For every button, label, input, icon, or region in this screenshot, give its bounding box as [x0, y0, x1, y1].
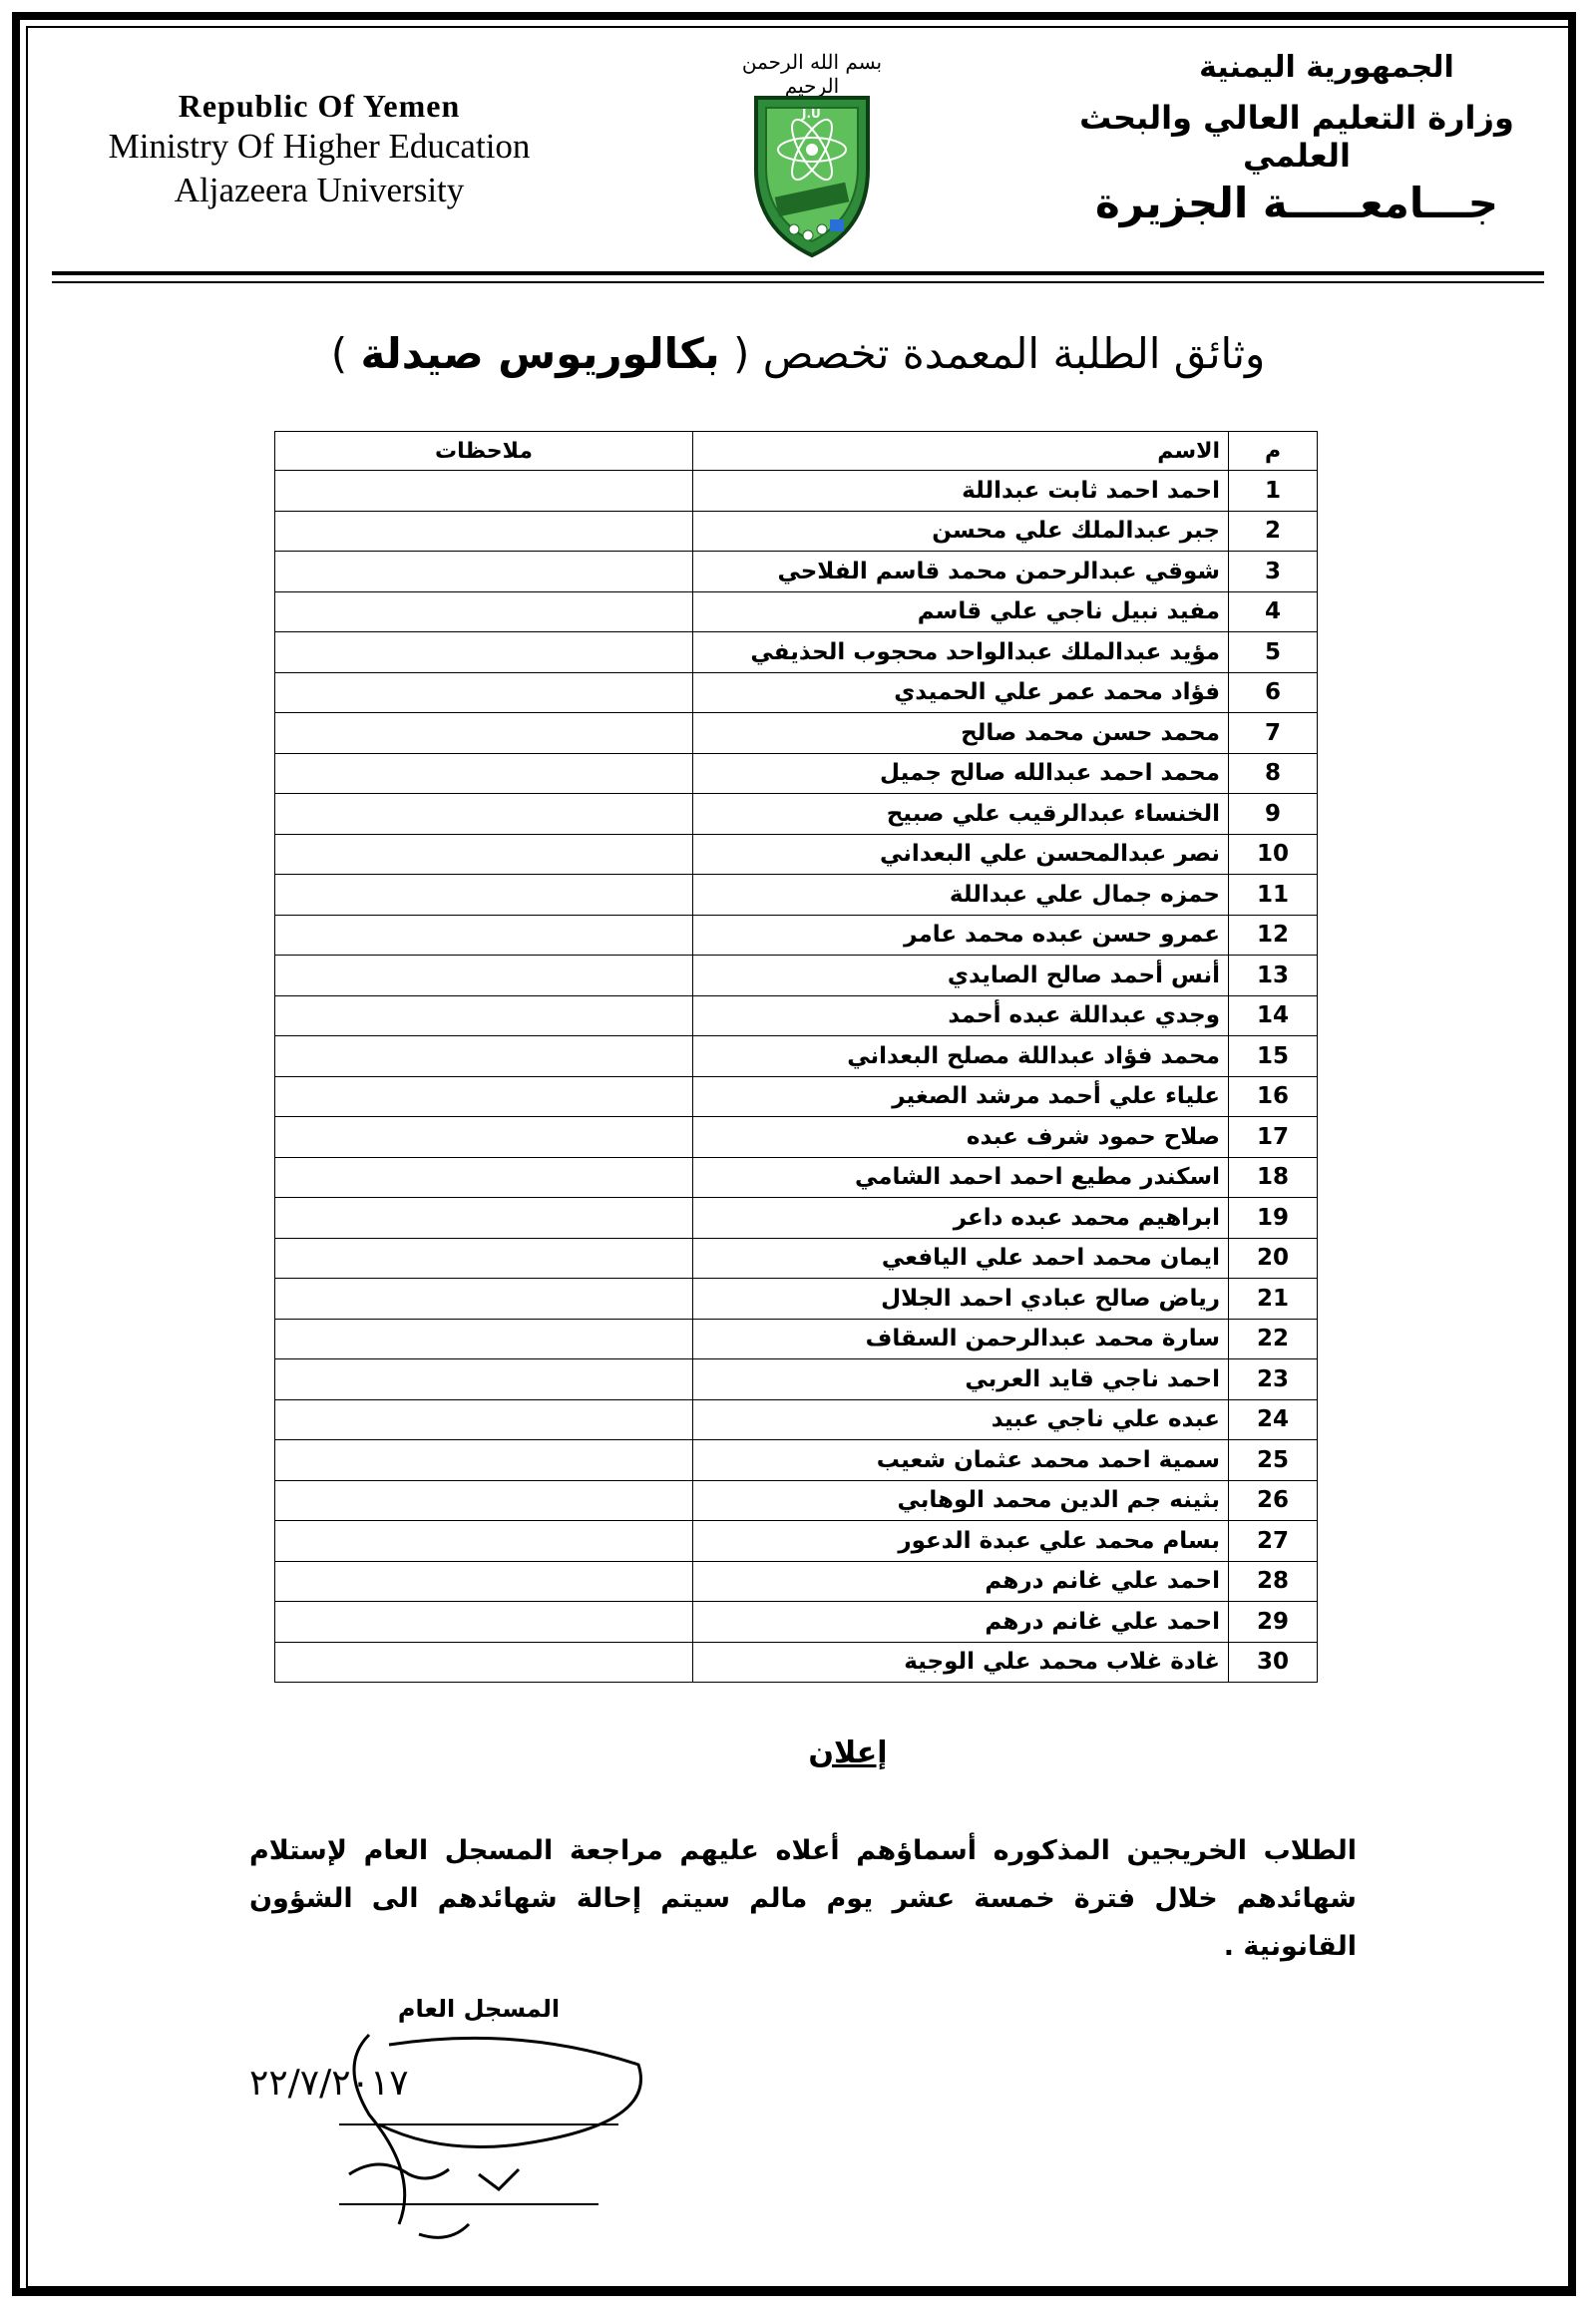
english-letterhead	[60, 88, 579, 212]
row-notes	[275, 1036, 693, 1077]
table-row	[275, 1319, 1318, 1359]
student-name: شوقي عبدالرحمن محمد قاسم الفلاحي	[693, 552, 1229, 592]
table-row	[275, 552, 1318, 592]
row-notes	[275, 1238, 693, 1279]
table-row	[275, 1521, 1318, 1562]
row-notes	[275, 591, 693, 632]
row-number: 11	[1229, 875, 1318, 916]
students-table	[274, 431, 1318, 1683]
country-name-ar: الجمهورية اليمنية	[1199, 50, 1454, 85]
student-name: رياض صالح عبادي احمد الجلال	[693, 1279, 1229, 1320]
row-number: 7	[1229, 713, 1318, 754]
title-suffix: )	[330, 329, 348, 378]
row-notes	[275, 1076, 693, 1117]
table-row	[275, 632, 1318, 673]
student-name: محمد احمد عبدالله صالح جميل	[693, 753, 1229, 794]
table-row	[275, 591, 1318, 632]
student-name: فؤاد محمد عمر علي الحميدي	[693, 672, 1229, 713]
row-notes	[275, 511, 693, 552]
header-name: الاسم	[693, 432, 1229, 471]
table-row	[275, 915, 1318, 956]
row-number: 25	[1229, 1440, 1318, 1481]
university-seal-icon	[750, 90, 874, 259]
table-row	[275, 672, 1318, 713]
university-logo	[722, 50, 902, 269]
row-number: 14	[1229, 995, 1318, 1036]
row-number: 13	[1229, 956, 1318, 996]
table-row	[275, 794, 1318, 835]
student-name: علياء علي أحمد مرشد الصغير	[693, 1076, 1229, 1117]
student-name: بثينه جم الدين محمد الوهابي	[693, 1480, 1229, 1521]
row-number: 18	[1229, 1157, 1318, 1198]
row-notes	[275, 1319, 693, 1359]
table-row	[275, 995, 1318, 1036]
table-row	[275, 1561, 1318, 1602]
student-name: نصر عبدالمحسن علي البعداني	[693, 834, 1229, 875]
student-name: جبر عبدالملك علي محسن	[693, 511, 1229, 552]
row-number: 8	[1229, 753, 1318, 794]
header-notes: ملاحظات	[275, 432, 693, 471]
table-row	[275, 1157, 1318, 1198]
ministry-name-ar: وزارة التعليم العالي والبحث العلمي	[1079, 99, 1514, 175]
row-notes	[275, 1399, 693, 1440]
row-notes	[275, 471, 693, 512]
table-row	[275, 1399, 1318, 1440]
student-name: احمد علي غانم درهم	[693, 1561, 1229, 1602]
row-notes	[275, 1359, 693, 1400]
row-number: 17	[1229, 1117, 1318, 1158]
student-name: احمد ناجي قايد العربي	[693, 1359, 1229, 1400]
title-prefix: وثائق الطلبة المعمدة تخصص (	[732, 329, 1266, 378]
student-name: بسام محمد علي عبدة الدعور	[693, 1521, 1229, 1562]
header-divider-thick	[52, 271, 1544, 275]
row-number: 2	[1229, 511, 1318, 552]
row-number: 19	[1229, 1198, 1318, 1239]
basmala-text: بسم الله الرحمن الرحيم	[741, 50, 883, 98]
row-number: 22	[1229, 1319, 1318, 1359]
row-notes	[275, 1521, 693, 1562]
row-notes	[275, 1602, 693, 1643]
student-name: غادة غلاب محمد علي الوجية	[693, 1642, 1229, 1683]
row-number: 29	[1229, 1602, 1318, 1643]
document-title	[299, 329, 1297, 378]
table-row	[275, 1440, 1318, 1481]
student-name: عبده علي ناجي عبيد	[693, 1399, 1229, 1440]
row-notes	[275, 875, 693, 916]
handwritten-date: ٢٢/٧/٢٠١٧	[249, 2063, 409, 2104]
row-notes	[275, 956, 693, 996]
row-notes	[275, 1480, 693, 1521]
student-name: اسكندر مطيع احمد احمد الشامي	[693, 1157, 1229, 1198]
row-number: 24	[1229, 1399, 1318, 1440]
student-name: محمد فؤاد عبداللة مصلح البعداني	[693, 1036, 1229, 1077]
university-name-ar: جـــامعـــــة الجزيرة	[1095, 179, 1498, 227]
row-notes	[275, 1157, 693, 1198]
table-header-row	[275, 432, 1318, 471]
table-row	[275, 753, 1318, 794]
row-number: 30	[1229, 1642, 1318, 1683]
student-name: ابراهيم محمد عبده داعر	[693, 1198, 1229, 1239]
table-row	[275, 1642, 1318, 1683]
student-name: سمية احمد محمد عثمان شعيب	[693, 1440, 1229, 1481]
row-notes	[275, 753, 693, 794]
row-notes	[275, 552, 693, 592]
logo-abbrev: J.U	[802, 107, 821, 121]
table-row	[275, 511, 1318, 552]
row-notes	[275, 995, 693, 1036]
row-notes	[275, 1117, 693, 1158]
student-name: وجدي عبداللة عبده أحمد	[693, 995, 1229, 1036]
student-name: ايمان محمد احمد علي اليافعي	[693, 1238, 1229, 1279]
table-row	[275, 1198, 1318, 1239]
student-name: أنس أحمد صالح الصايدي	[693, 956, 1229, 996]
header-divider-thin	[52, 281, 1544, 283]
row-number: 12	[1229, 915, 1318, 956]
row-number: 26	[1229, 1480, 1318, 1521]
university-name-en: Aljazeera University	[174, 171, 465, 209]
table-row	[275, 1279, 1318, 1320]
country-name-en: Republic Of Yemen	[178, 88, 461, 124]
row-number: 5	[1229, 632, 1318, 673]
registrar-label: المسجل العام	[397, 1995, 561, 2023]
student-name: الخنساء عبدالرقيب علي صبيح	[693, 794, 1229, 835]
table-row	[275, 1036, 1318, 1077]
row-number: 3	[1229, 552, 1318, 592]
student-name: محمد حسن محمد صالح	[693, 713, 1229, 754]
row-number: 28	[1229, 1561, 1318, 1602]
row-notes	[275, 1440, 693, 1481]
row-notes	[275, 1198, 693, 1239]
row-number: 4	[1229, 591, 1318, 632]
table-row	[275, 1359, 1318, 1400]
student-name: صلاح حمود شرف عبده	[693, 1117, 1229, 1158]
student-name: احمد علي غانم درهم	[693, 1602, 1229, 1643]
student-name: مفيد نبيل ناجي علي قاسم	[693, 591, 1229, 632]
row-notes	[275, 915, 693, 956]
student-name: سارة محمد عبدالرحمن السقاف	[693, 1319, 1229, 1359]
row-notes	[275, 834, 693, 875]
row-number: 9	[1229, 794, 1318, 835]
table-row	[275, 875, 1318, 916]
row-notes	[275, 672, 693, 713]
table-row	[275, 1238, 1318, 1279]
student-name: حمزه جمال علي عبداللة	[693, 875, 1229, 916]
row-notes	[275, 794, 693, 835]
announcement-title: إعلان	[808, 1736, 888, 1770]
title-specialty: بكالوريوس صيدلة	[360, 329, 720, 378]
ministry-name-en: Ministry Of Higher Education	[108, 127, 531, 166]
table-row	[275, 713, 1318, 754]
row-number: 16	[1229, 1076, 1318, 1117]
header-number: م	[1229, 432, 1318, 471]
handwritten-signature	[219, 2005, 658, 2244]
table-row	[275, 1117, 1318, 1158]
announcement-body: الطلاب الخريجين المذكوره أسماؤهم أعلاه عليهم مراجعة المسجل العام لإستلام شهائدهم خلال فترة خمسة عشر يوم مالم سيتم إحالة شهائدهم الى الشؤون القانونية .	[249, 1835, 1357, 1962]
row-notes	[275, 1279, 693, 1320]
row-notes	[275, 713, 693, 754]
table-row	[275, 1480, 1318, 1521]
row-notes	[275, 632, 693, 673]
row-number: 23	[1229, 1359, 1318, 1400]
row-notes	[275, 1561, 693, 1602]
row-notes	[275, 1642, 693, 1683]
table-row	[275, 1602, 1318, 1643]
arabic-letterhead	[1057, 50, 1536, 227]
row-number: 1	[1229, 471, 1318, 512]
row-number: 27	[1229, 1521, 1318, 1562]
row-number: 15	[1229, 1036, 1318, 1077]
row-number: 20	[1229, 1238, 1318, 1279]
table-row	[275, 956, 1318, 996]
row-number: 10	[1229, 834, 1318, 875]
table-row	[275, 834, 1318, 875]
student-name: احمد احمد ثابت عبداللة	[693, 471, 1229, 512]
row-number: 21	[1229, 1279, 1318, 1320]
student-name: عمرو حسن عبده محمد عامر	[693, 915, 1229, 956]
table-row	[275, 1076, 1318, 1117]
student-name: مؤيد عبدالملك عبدالواحد محجوب الحذيفي	[693, 632, 1229, 673]
row-number: 6	[1229, 672, 1318, 713]
table-row	[275, 471, 1318, 512]
